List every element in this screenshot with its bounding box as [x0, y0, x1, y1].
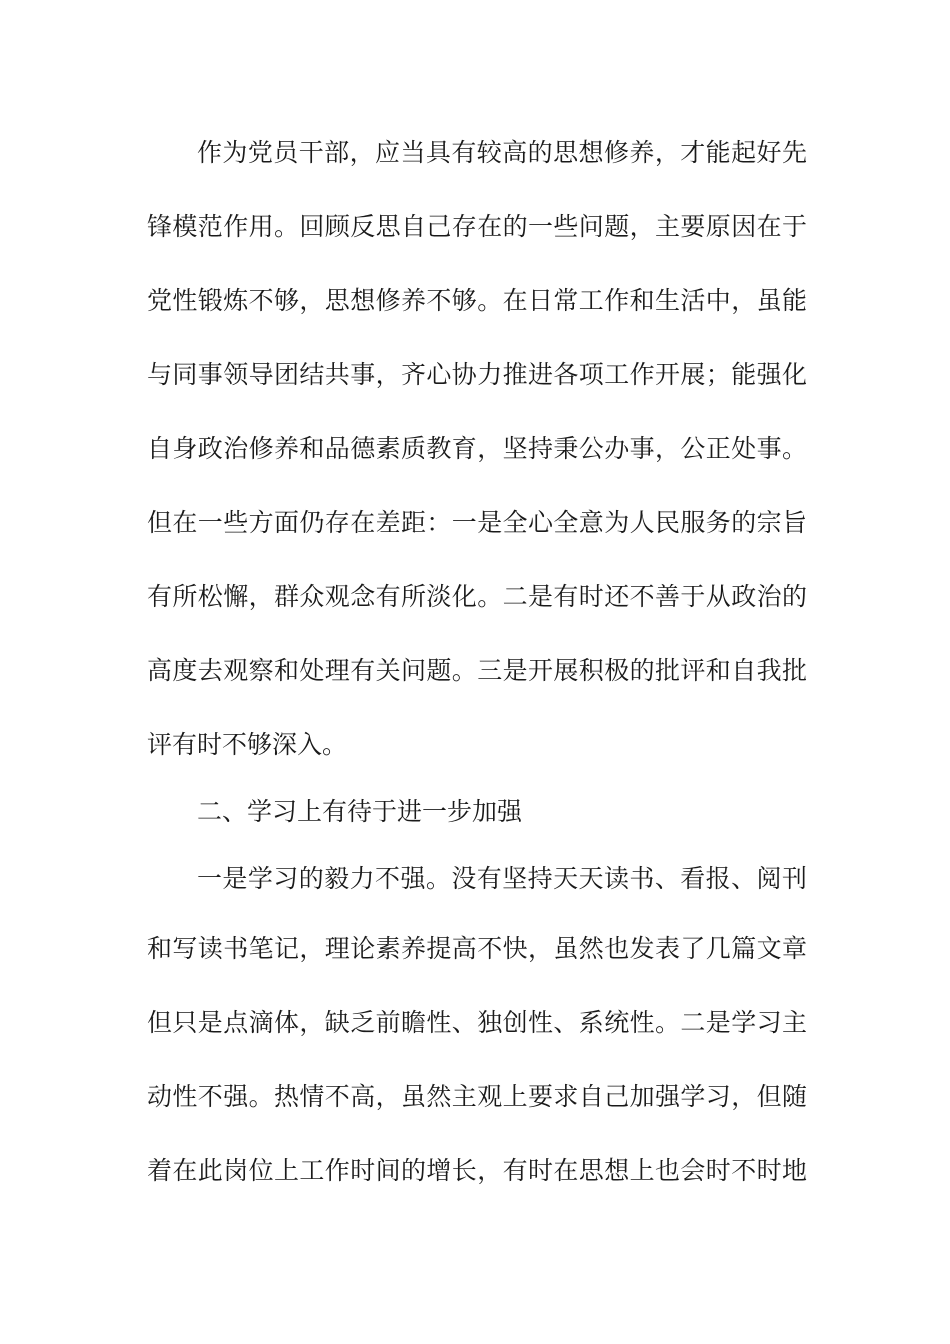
paragraph-line: 着在此岗位上工作时间的增长，有时在思想上也会时不时地 [147, 1156, 807, 1185]
paragraph-line: 但在一些方面仍存在差距：一是全心全意为人民服务的宗旨 [147, 508, 807, 537]
paragraph-line: 但只是点滴体，缺乏前瞻性、独创性、系统性。二是学习主 [147, 1008, 807, 1037]
paragraph-line: 锋模范作用。回顾反思自己存在的一些问题，主要原因在于 [147, 212, 807, 241]
paragraph-line: 和写读书笔记，理论素养提高不快，虽然也发表了几篇文章 [147, 934, 807, 963]
paragraph-line: 作为党员干部，应当具有较高的思想修养，才能起好先 [197, 138, 807, 167]
paragraph-line: 动性不强。热情不高，虽然主观上要求自己加强学习，但随 [147, 1082, 807, 1111]
paragraph-line: 一是学习的毅力不强。没有坚持天天读书、看报、阅刊 [197, 864, 807, 893]
paragraph-line: 自身政治修养和品德素质教育，坚持秉公办事，公正处事。 [147, 434, 807, 463]
paragraph-line: 有所松懈，群众观念有所淡化。二是有时还不善于从政治的 [147, 582, 807, 611]
paragraph-line: 评有时不够深入。 [147, 730, 348, 759]
section-heading: 二、学习上有待于进一步加强 [197, 797, 523, 826]
paragraph-line: 党性锻炼不够，思想修养不够。在日常工作和生活中，虽能 [147, 286, 807, 315]
paragraph-line: 与同事领导团结共事，齐心协力推进各项工作开展；能强化 [147, 360, 807, 389]
paragraph-line: 高度去观察和处理有关问题。三是开展积极的批评和自我批 [147, 656, 807, 685]
